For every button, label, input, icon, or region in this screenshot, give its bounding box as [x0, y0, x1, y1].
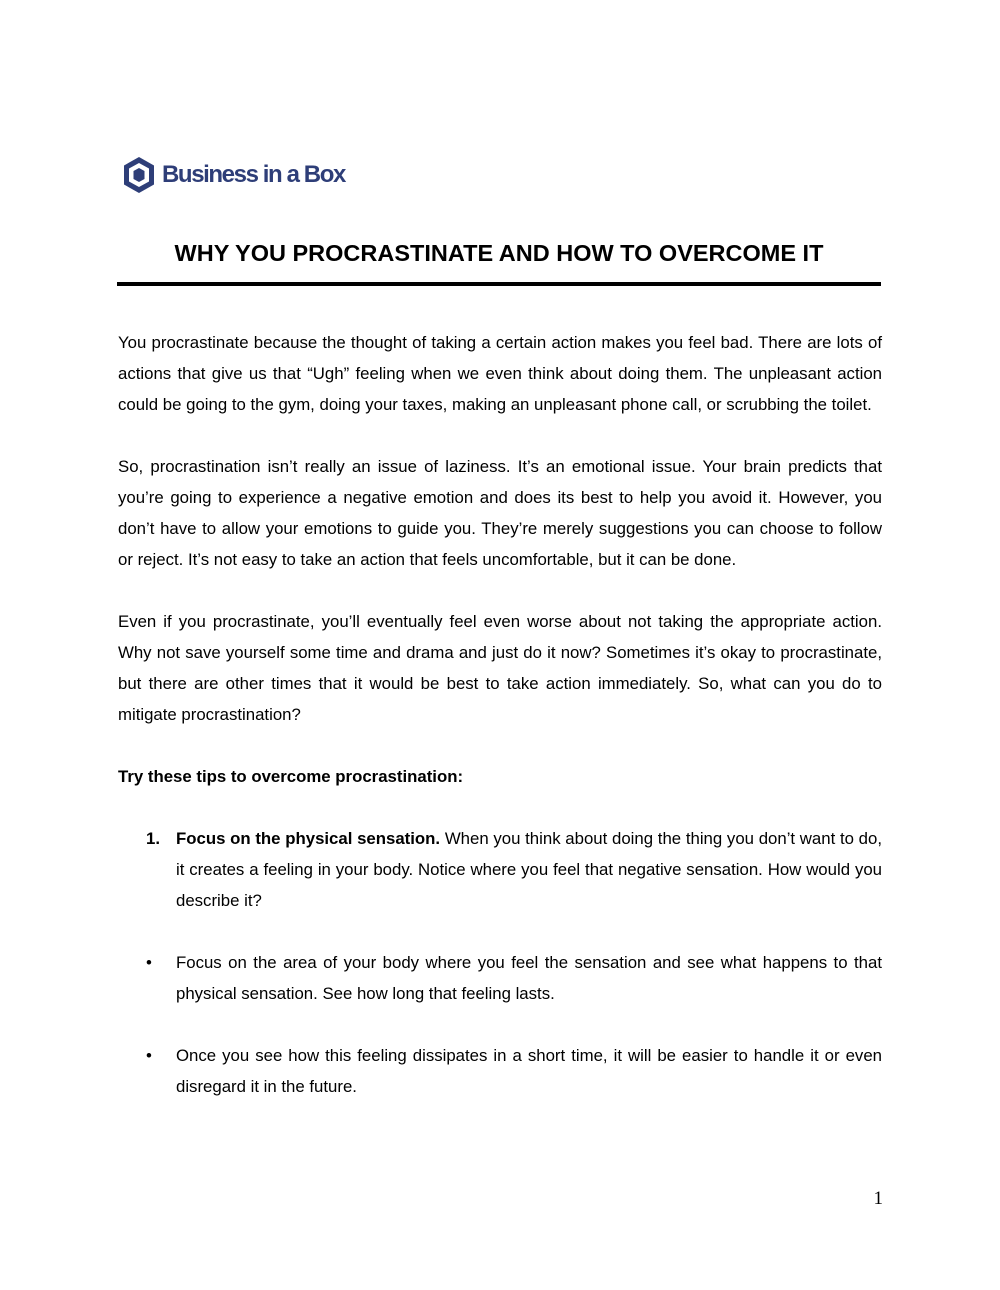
hexagon-cube-icon — [122, 156, 156, 194]
paragraph-2: So, procrastination isn’t really an issue of laziness. It’s an emotional issue. Your brain predicts that you’re going to experience a negative emotion and does its best to help you avoid it. However, you don’t have to allow your emotions to guide you. They’re merely suggestions you can choose to follow or reject. It’s not easy to take an action that feels uncomfortable, but it can be done. — [118, 457, 882, 569]
page-number: 1 — [873, 1188, 883, 1209]
bullet-icon: • — [146, 953, 152, 972]
bullet-text: Focus on the area of your body where you feel the sensation and see what happens to that physical sensation. See how long that feeling lasts. — [176, 953, 882, 1003]
bullet-icon: • — [146, 1046, 152, 1065]
document-body — [118, 327, 882, 1133]
tips-heading: Try these tips to overcome procrastination: — [118, 767, 464, 786]
paragraph-1: You procrastinate because the thought of taking a certain action makes you feel bad. There are lots of actions that give us that “Ugh” feeling when we even think about doing them. The unpleasant action could be going to the gym, doing your taxes, making an unpleasant phone call, or scrubbing the toilet. — [118, 333, 882, 414]
bullet-list-item — [118, 1040, 882, 1102]
numbered-list-item — [118, 823, 882, 916]
list-number: 1. — [146, 829, 160, 848]
list-item-text: When you think about doing the thing you don’t want to do, it creates a feeling in your body. Notice where you feel that negative sensation. How would you describe it? — [176, 829, 882, 910]
bullet-list-item — [118, 947, 882, 1009]
document-title: WHY YOU PROCRASTINATE AND HOW TO OVERCOME IT — [174, 240, 824, 266]
logo-text: Business in a Box — [162, 161, 345, 188]
list-item-heading: Focus on the physical sensation. — [176, 829, 441, 848]
paragraph-3: Even if you procrastinate, you’ll eventually feel even worse about not taking the appropriate action. Why not save yourself some time and drama and just do it now? Sometimes it’s okay to procrastinate, but there are other times that it would be best to take action immediately. So, what can you do to mitigate procrastination? — [118, 612, 882, 724]
title-underline — [117, 282, 881, 286]
bullet-text: Once you see how this feeling dissipates in a short time, it will be easier to handle it or even disregard it in the future. — [176, 1046, 882, 1096]
company-logo — [122, 155, 345, 195]
